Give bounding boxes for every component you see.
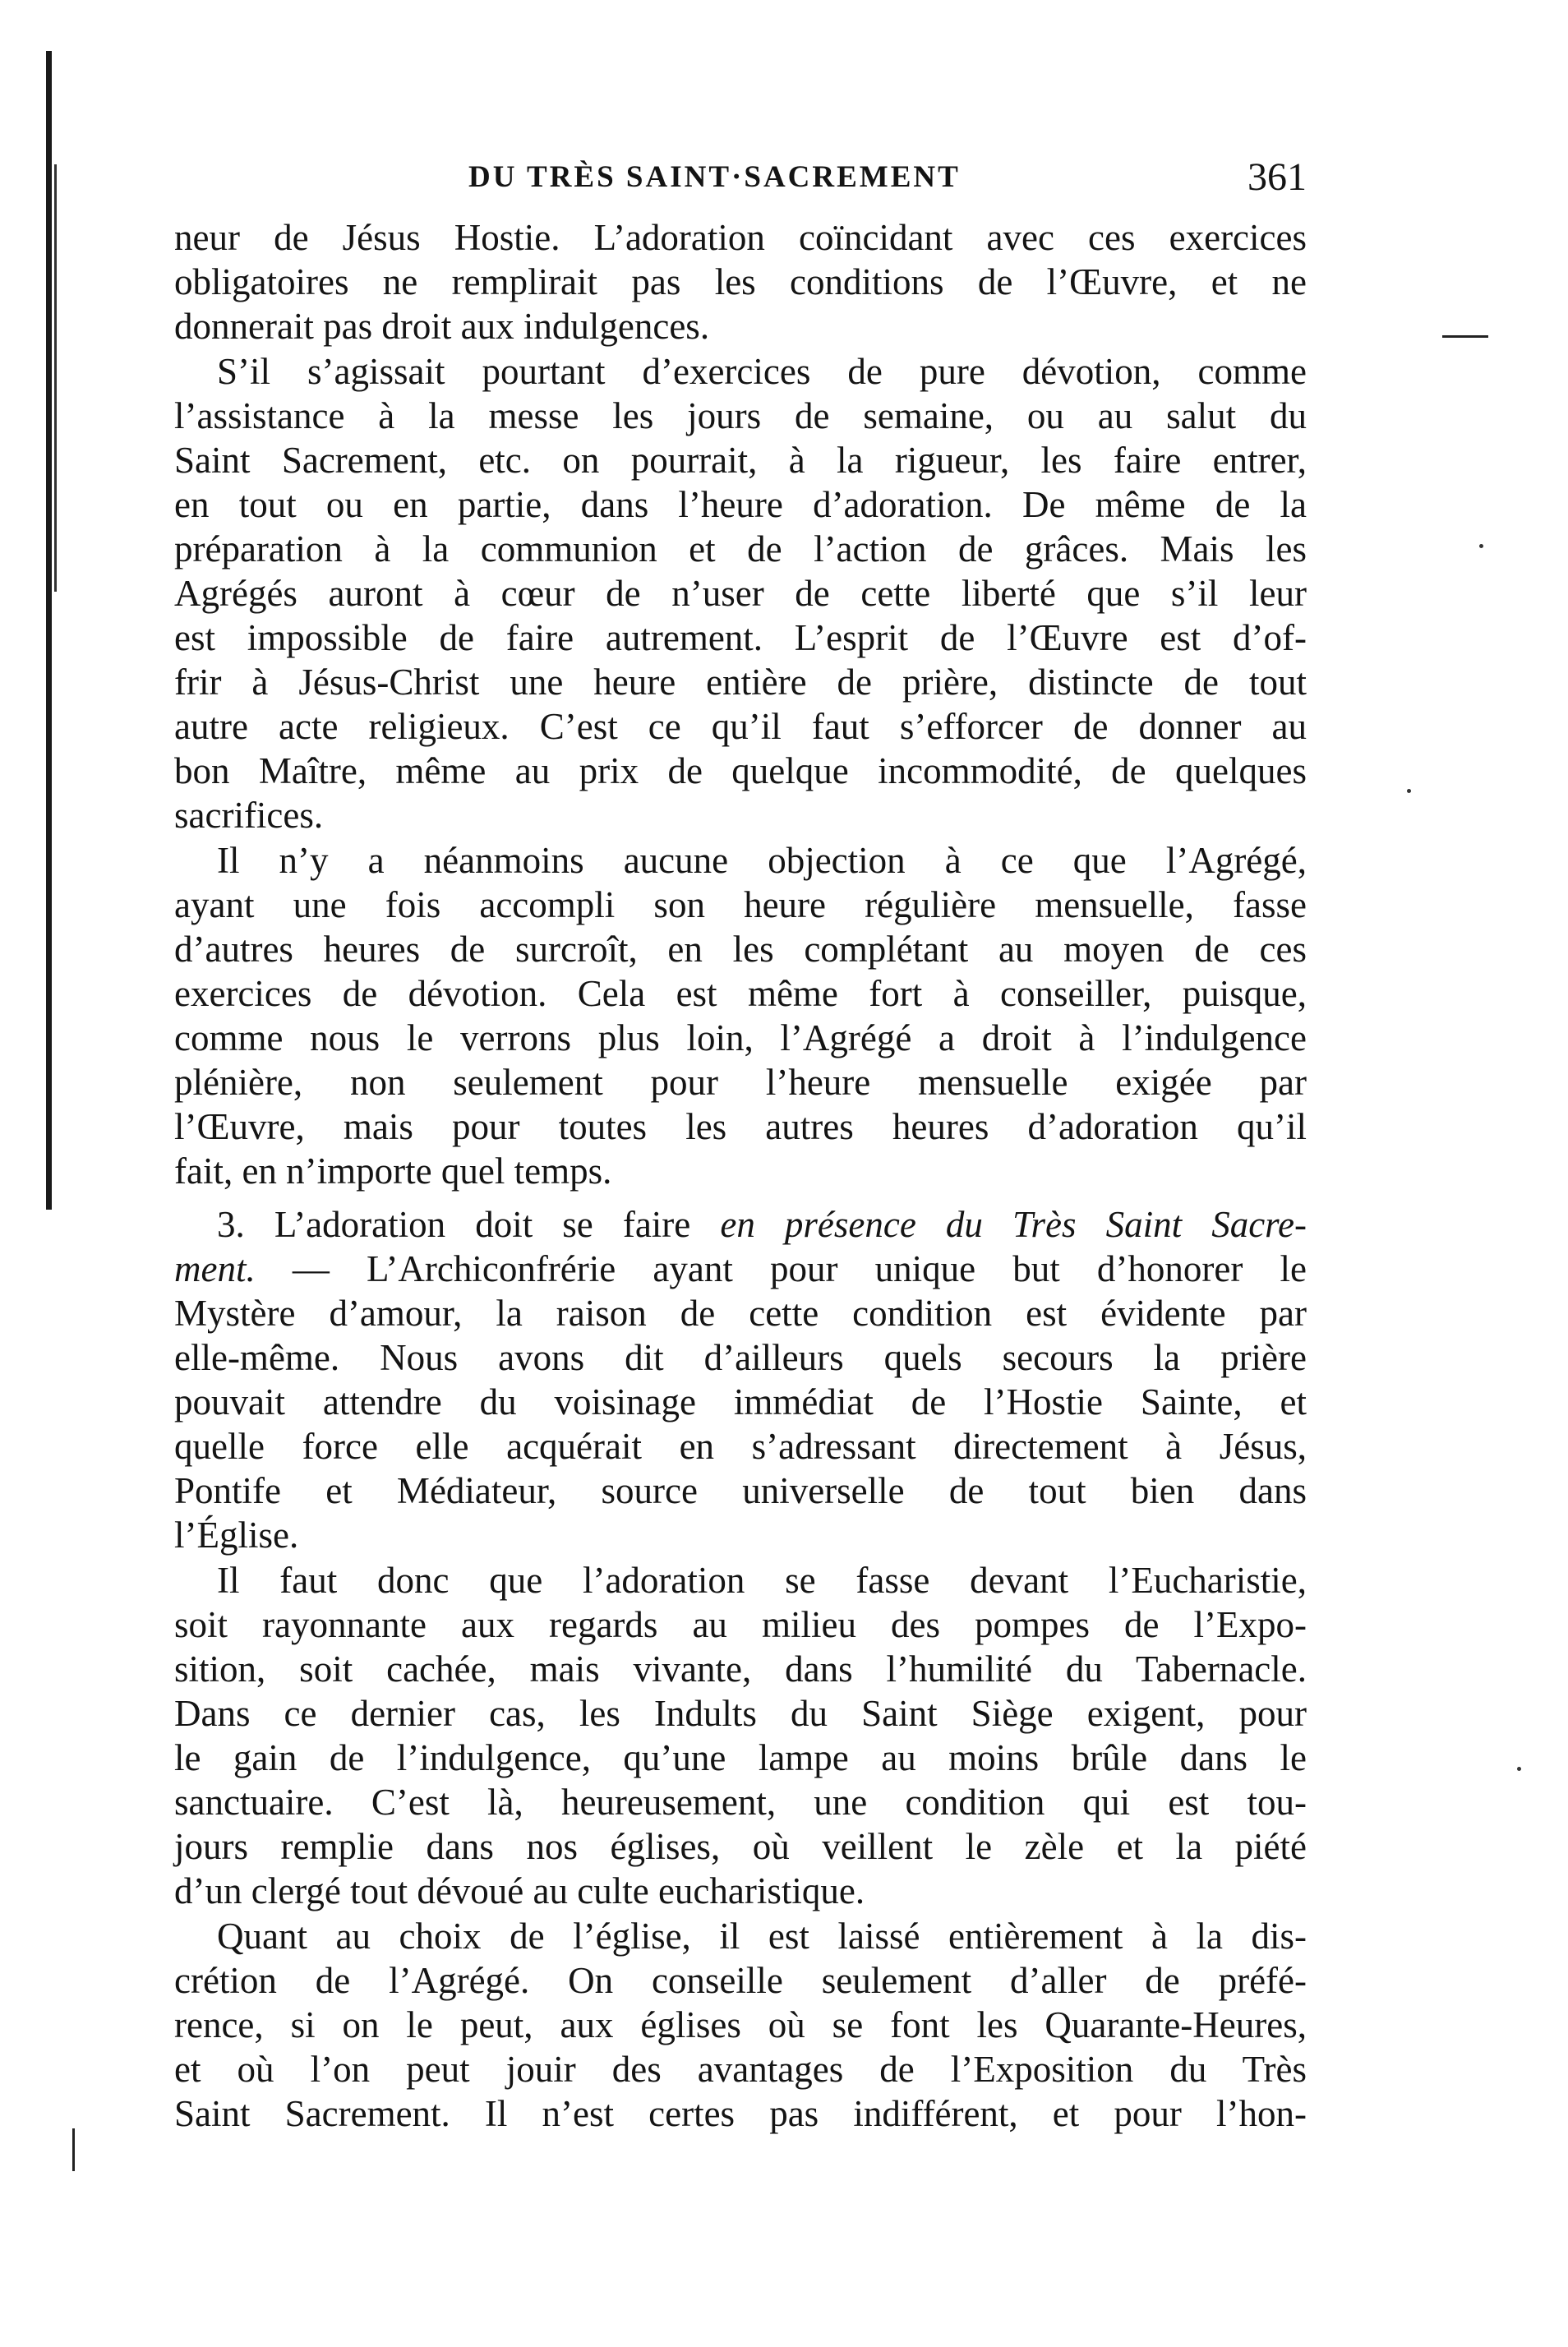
margin-dot-mark xyxy=(1517,1767,1521,1771)
text-line: donnerait pas droit aux indulgences. xyxy=(174,306,710,347)
text-line: ayant une fois accompli son heure régulière mensuelle, fasse xyxy=(174,884,1307,925)
binding-edge-mark-secondary xyxy=(54,164,57,592)
text-line: et où l’on peut jouir des avantages de l’Exposition du Très xyxy=(174,2049,1307,2090)
text-line: Pontife et Médiateur, source universelle de tout bien dans xyxy=(174,1470,1307,1511)
text-line xyxy=(174,1202,1307,1247)
body-text xyxy=(174,215,1307,2137)
text-line: Saint Sacrement. Il n’est certes pas indifférent, et pour l’hon- xyxy=(174,2093,1307,2134)
section-lead: — L’Archiconfrérie ayant pour unique but d’honorer le xyxy=(255,1248,1307,1289)
margin-dot-mark xyxy=(1479,544,1483,548)
page-number: 361 xyxy=(1247,155,1307,199)
text-line: fait, en n’importe quel temps. xyxy=(174,1150,612,1192)
page-header xyxy=(173,154,1307,204)
text-line: pouvait attendre du voisinage immédiat de l’Hostie Sainte, et xyxy=(174,1381,1307,1422)
text-line: Il faut donc que l’adoration se fasse devant l’Eucharistie, xyxy=(217,1560,1307,1601)
text-line: Saint Sacrement, etc. on pourrait, à la rigueur, les faire entrer, xyxy=(174,440,1307,481)
section-lead: 3. L’adoration doit se faire xyxy=(217,1204,721,1245)
text-line: neur de Jésus Hostie. L’adoration coïncidant avec ces exercices xyxy=(174,217,1307,258)
text-line: d’autres heures de surcroît, en les complétant au moyen de ces xyxy=(174,929,1307,970)
text-line: l’assistance à la messe les jours de semaine, ou au salut du xyxy=(174,395,1307,436)
text-line: sanctuaire. C’est là, heureusement, une condition qui est tou- xyxy=(174,1782,1307,1823)
margin-dash-mark xyxy=(1442,335,1488,338)
text-line: d’un clergé tout dévoué au culte eucharistique. xyxy=(174,1870,865,1911)
text-line xyxy=(174,1247,1307,1291)
paragraph xyxy=(174,1914,1307,2136)
text-line: comme nous le verrons plus loin, l’Agrégé a droit à l’indulgence xyxy=(174,1017,1307,1058)
text-line: bon Maître, même au prix de quelque incommodité, de quelques xyxy=(174,750,1307,791)
text-line: autre acte religieux. C’est ce qu’il faut s’efforcer de donner au xyxy=(174,706,1307,747)
paragraph xyxy=(174,215,1307,348)
text-line: quelle force elle acquérait en s’adressant directement à Jésus, xyxy=(174,1426,1307,1467)
text-line: soit rayonnante aux regards au milieu des pompes de l’Expo- xyxy=(174,1604,1307,1645)
paragraph xyxy=(174,349,1307,837)
text-line: Quant au choix de l’église, il est laissé entièrement à la dis- xyxy=(217,1916,1307,1957)
bottom-margin-tick xyxy=(72,2128,75,2171)
text-line: l’Église. xyxy=(174,1515,299,1556)
text-line: sacrifices. xyxy=(174,795,324,836)
text-line: jours remplie dans nos églises, où veillent le zèle et la piété xyxy=(174,1826,1307,1867)
text-line: sition, soit cachée, mais vivante, dans l’humilité du Tabernacle. xyxy=(174,1648,1307,1690)
margin-dot-mark xyxy=(1407,789,1411,793)
text-line: elle-même. Nous avons dit d’ailleurs quels secours la prière xyxy=(174,1337,1307,1378)
paragraph xyxy=(174,838,1307,1193)
text-line: crétion de l’Agrégé. On conseille seulement d’aller de préfé- xyxy=(174,1960,1307,2001)
text-line: le gain de l’indulgence, qu’une lampe au moins brûle dans le xyxy=(174,1737,1307,1778)
text-line: l’Œuvre, mais pour toutes les autres heures d’adoration qu’il xyxy=(174,1106,1307,1147)
text-line: Mystère d’amour, la raison de cette condition est évidente par xyxy=(174,1293,1307,1334)
section-heading-italic: en présence du Très Saint Sacre- xyxy=(720,1204,1307,1245)
text-line: obligatoires ne remplirait pas les conditions de l’Œuvre, et ne xyxy=(174,261,1307,302)
text-line: plénière, non seulement pour l’heure mensuelle exigée par xyxy=(174,1062,1307,1103)
text-line: frir à Jésus-Christ une heure entière de prière, distincte de tout xyxy=(174,662,1307,703)
text-line: Dans ce dernier cas, les Indults du Saint Siège exigent, pour xyxy=(174,1693,1307,1734)
text-line: S’il s’agissait pourtant d’exercices de pure dévotion, comme xyxy=(217,351,1307,392)
text-line: préparation à la communion et de l’action de grâces. Mais les xyxy=(174,528,1307,569)
text-line: exercices de dévotion. Cela est même fort à conseiller, puisque, xyxy=(174,973,1307,1014)
section-heading-italic: ment. xyxy=(174,1248,256,1289)
text-line: en tout ou en partie, dans l’heure d’adoration. De même de la xyxy=(174,484,1307,525)
paragraph xyxy=(174,1202,1307,1557)
running-head: DU TRÈS SAINT·SACREMENT xyxy=(468,160,961,194)
text-line: est impossible de faire autrement. L’esprit de l’Œuvre est d’of- xyxy=(174,617,1307,658)
paragraph xyxy=(174,1558,1307,1913)
text-line: Il n’y a néanmoins aucune objection à ce que l’Agrégé, xyxy=(217,840,1307,881)
binding-edge-mark xyxy=(46,51,52,1210)
text-line: rence, si on le peut, aux églises où se font les Quarante-Heures, xyxy=(174,2004,1307,2045)
text-line: Agrégés auront à cœur de n’user de cette liberté que s’il leur xyxy=(174,573,1307,614)
